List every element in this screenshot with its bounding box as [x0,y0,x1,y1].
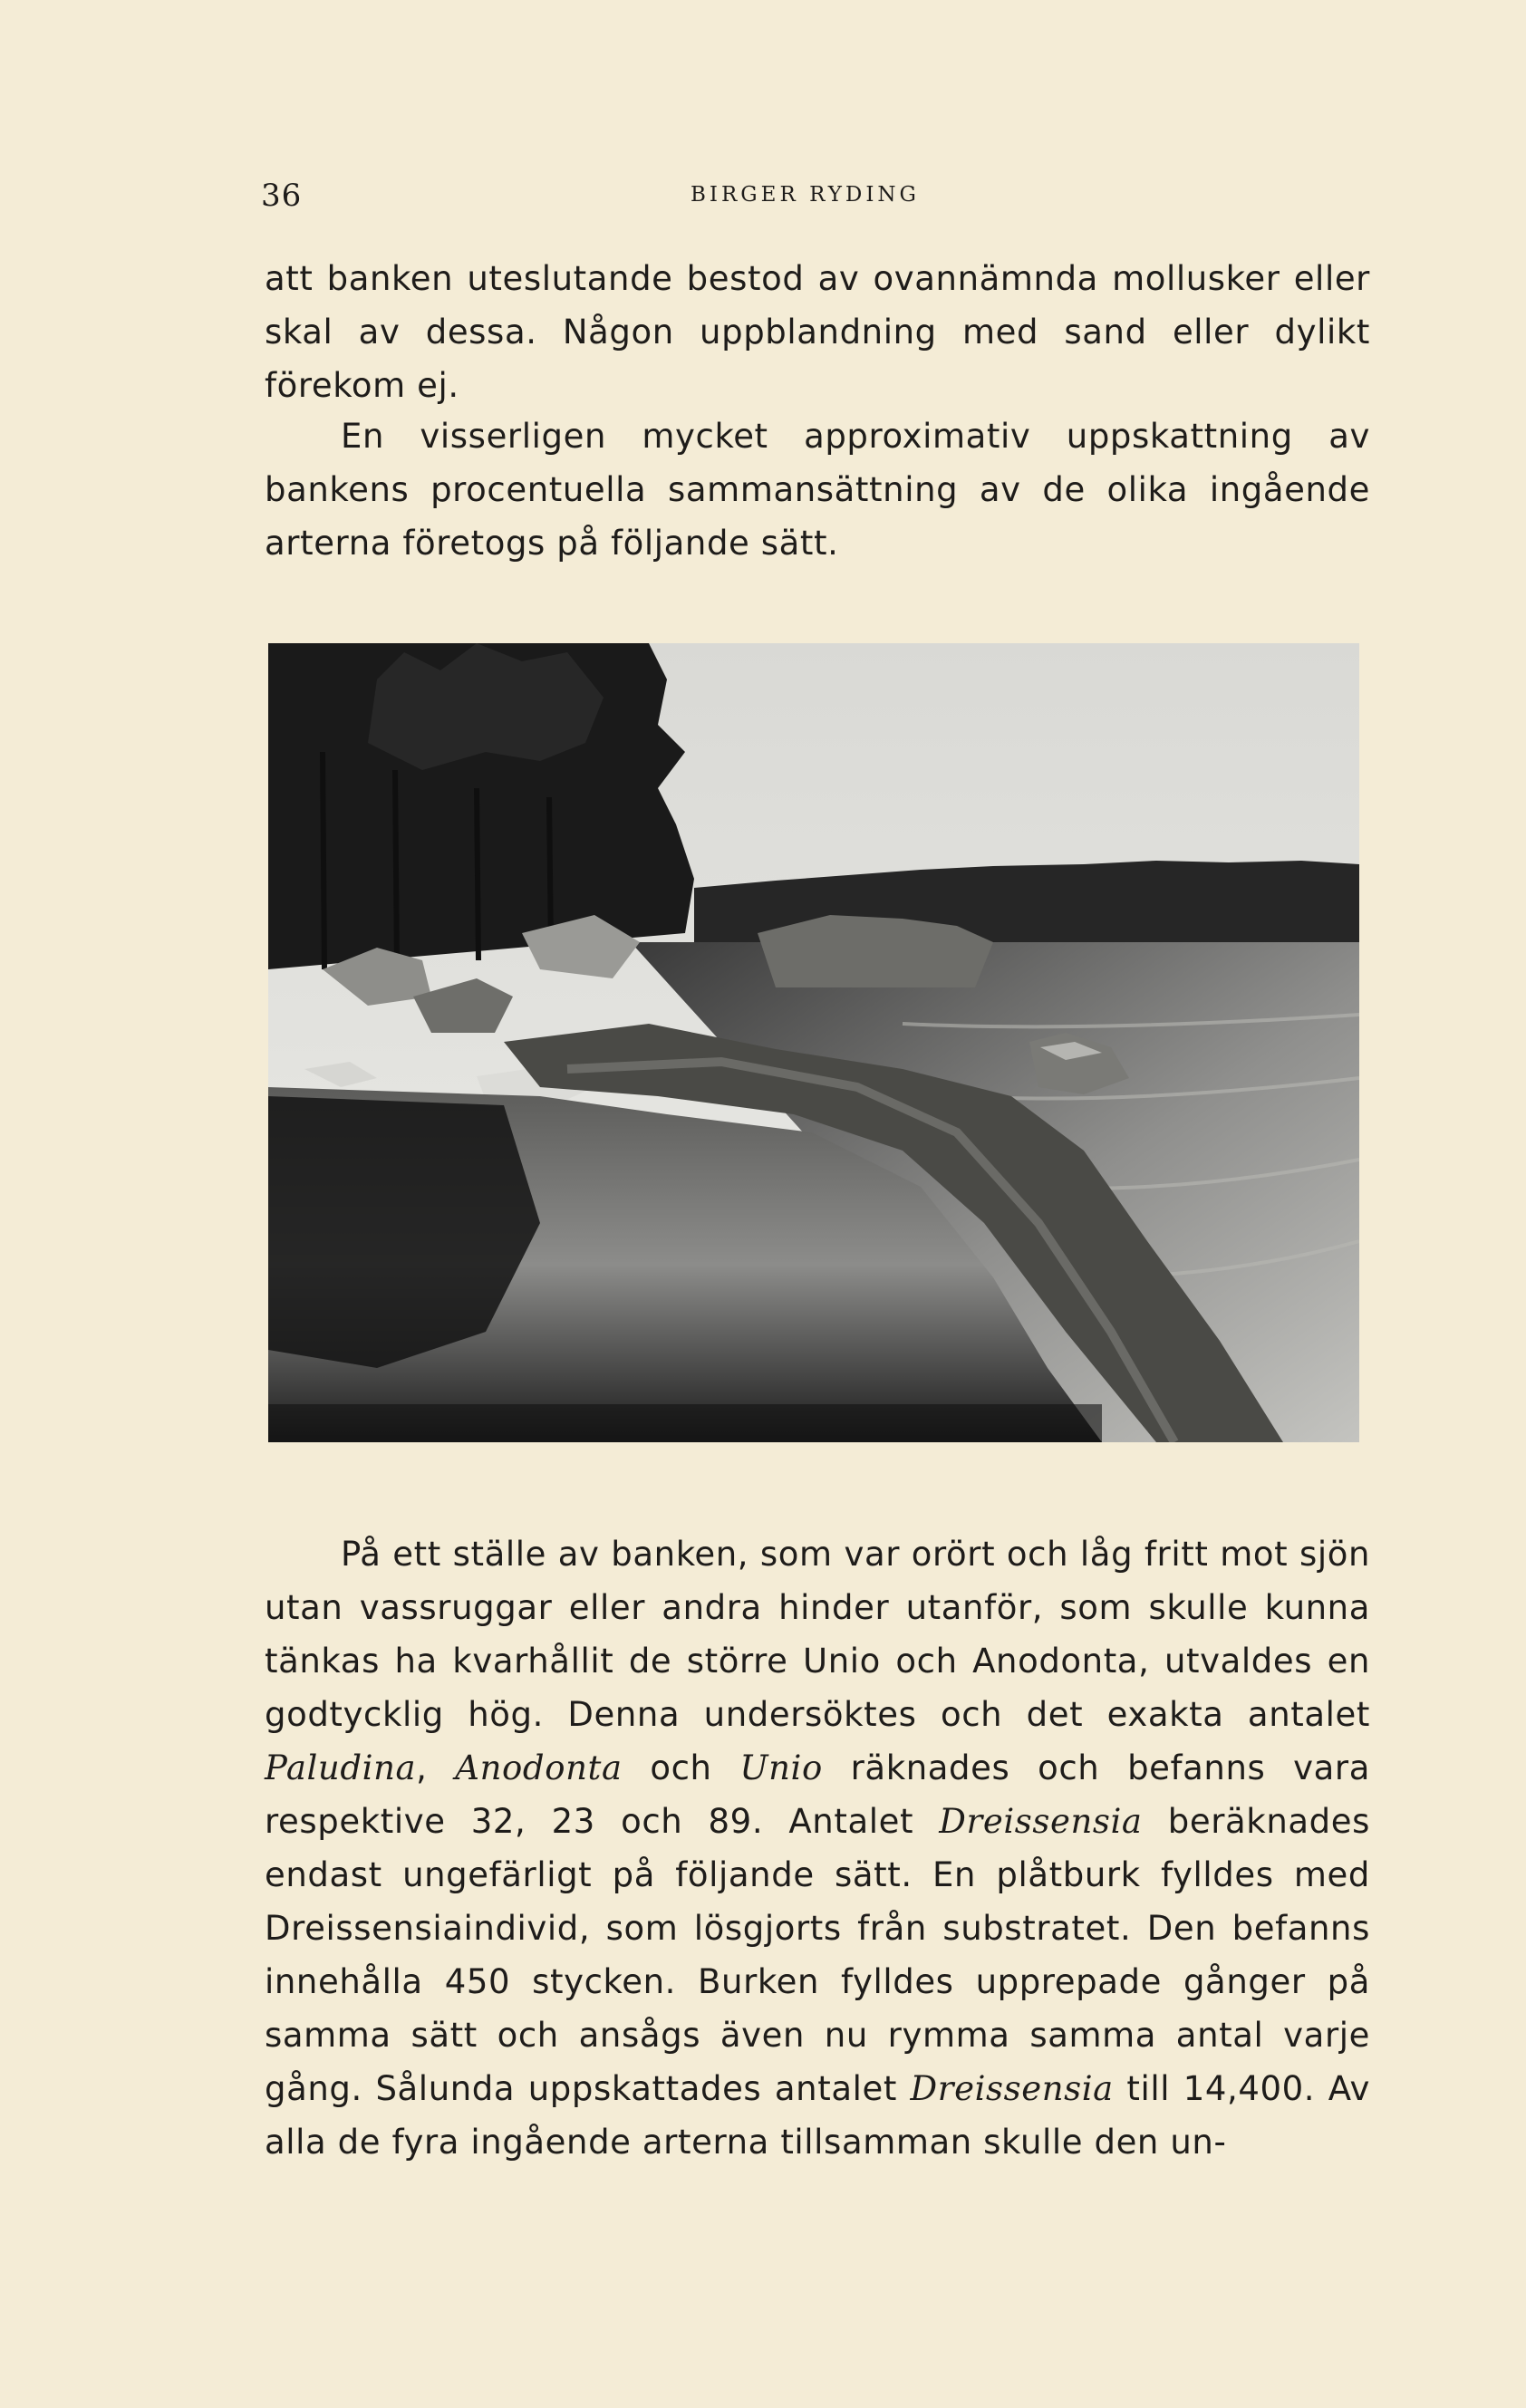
species-name-paludina: Paludina [265,1748,417,1787]
species-name-dreissensia: Dreissensia [910,2069,1114,2108]
species-name-unio: Unio [739,1748,823,1787]
lake-shore-photograph [268,643,1359,1442]
paragraph-2: En visserligen mycket approximativ uppskattning av bankens procentuella sammansättning av de olika ingående arterna företogs på följande sätt. [265,417,1370,563]
text-run: och [622,1748,740,1787]
paragraph-3 [265,1527,1370,2169]
page-number: 36 [261,178,303,214]
photograph-illustration [268,643,1359,1442]
text-run: till 14,400. Av alla de fyra ingående arterna tillsamman skulle den un- [265,2069,1370,2162]
text-run: På ett ställe av banken, som var orört och låg fritt mot sjön utan vassruggar eller andra hinder utanför, som skulle kunna tänkas ha kvarhållit de större Unio och Anodonta, utvaldes en godtycklig hög. Denna undersöktes och det exakta antalet [265,1535,1370,1734]
text-run: räknades och befanns vara respektive 32, 23 och 89. Antalet [265,1748,1370,1841]
page-header [261,178,1370,225]
running-head: BIRGER RYDING [691,183,920,207]
paragraph-1: att banken uteslutande bestod av ovannämnda mollusker eller skal av dessa. Någon uppblandning med sand eller dylikt förekom ej. [265,259,1370,405]
text-run: , [416,1748,456,1787]
species-name-anodonta: Anodonta [455,1748,623,1787]
species-name-dreissensia: Dreissensia [939,1802,1143,1841]
text-run: beräknades endast ungefärligt på följande sätt. En plåtburk fylldes med Dreissensiaindivid, som lösgjorts från substratet. Den befanns innehålla 450 stycken. Burken fylldes upprepade gånger på samma sätt och ansågs även nu rymma samma antal varje gång. Sålunda uppskattades antalet [265,1802,1370,2108]
